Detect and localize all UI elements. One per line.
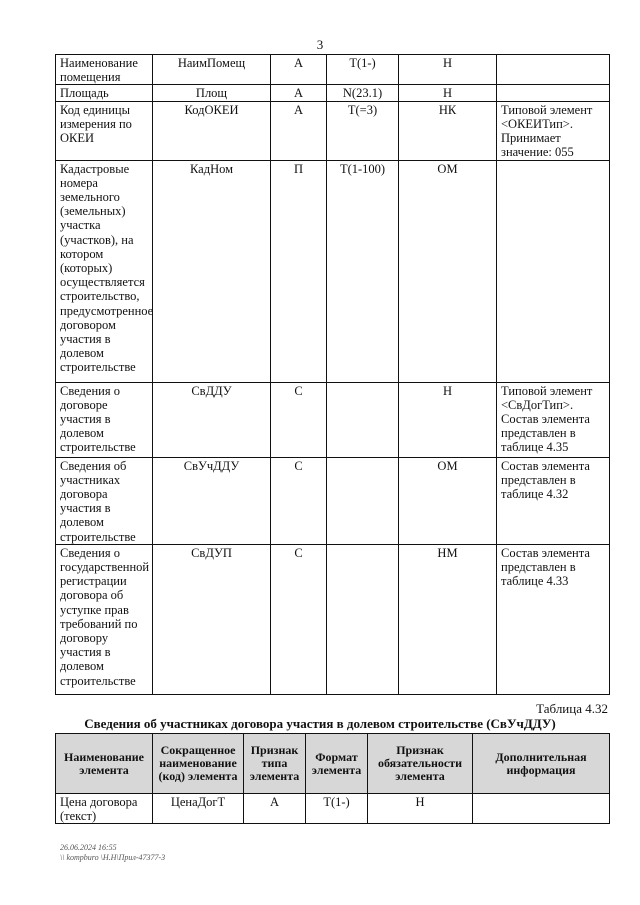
element-type: А <box>271 85 327 101</box>
element-type: А <box>271 55 327 85</box>
footer-timestamp: 26.06.2024 16:55 <box>60 843 117 852</box>
element-code: КадНом <box>153 160 271 382</box>
table-row <box>56 101 610 160</box>
page-number: 3 <box>316 37 324 52</box>
header-info: Дополнительная информация <box>473 734 610 794</box>
element-info: Состав элемента представлен в таблице 4.32 <box>497 457 610 544</box>
element-info: Типовой элемент <ОКЕИТип>. Принимает значение: 055 <box>497 101 610 160</box>
element-required: Н <box>399 55 497 85</box>
element-name: Сведения о государственной регистрации договора об уступке прав требований по договору участия в долевом строительстве <box>56 544 153 694</box>
footer-path: \\ kompburo \Н.Н\Прил-47377-3 <box>60 853 166 862</box>
element-name: Кадастровые номера земельного (земельных) участка (участков), на котором (которых) осуществляется строительство, предусмотренное договором участия в долевом строительстве <box>56 160 153 382</box>
element-info <box>497 55 610 85</box>
header-name: Наименование элемента <box>56 734 153 794</box>
element-name: Наименование помещения <box>56 55 153 85</box>
table-title: Сведения об участниках договора участия в долевом строительстве (СвУчДДУ) <box>84 716 556 731</box>
element-code: ЦенаДогТ <box>153 794 244 824</box>
element-format <box>327 382 399 457</box>
element-required: НК <box>399 101 497 160</box>
table-row <box>56 160 610 382</box>
element-name: Сведения о договоре участия в долевом строительстве <box>56 382 153 457</box>
element-info: Состав элемента представлен в таблице 4.33 <box>497 544 610 694</box>
element-required: ОМ <box>399 160 497 382</box>
table-row <box>56 457 610 544</box>
element-required: Н <box>399 85 497 101</box>
element-format: Т(=3) <box>327 101 399 160</box>
element-type: С <box>271 457 327 544</box>
element-type: А <box>244 794 306 824</box>
header-type: Признак типа элемента <box>244 734 306 794</box>
element-type: А <box>271 101 327 160</box>
element-type: С <box>271 382 327 457</box>
table-row <box>56 794 610 824</box>
print-footer <box>60 843 165 863</box>
element-info <box>473 794 610 824</box>
table-header-row <box>56 734 610 794</box>
element-info <box>497 160 610 382</box>
element-code: НаимПомещ <box>153 55 271 85</box>
element-code: СвУчДДУ <box>153 457 271 544</box>
element-format: Т(1-) <box>306 794 368 824</box>
element-code: КодОКЕИ <box>153 101 271 160</box>
element-format <box>327 457 399 544</box>
element-name: Площадь <box>56 85 153 101</box>
element-format <box>327 544 399 694</box>
element-code: СвДУП <box>153 544 271 694</box>
table-number: Таблица 4.32 <box>536 701 608 716</box>
element-required: НМ <box>399 544 497 694</box>
table-row <box>56 544 610 694</box>
header-code: Сокращенное наименование (код) элемента <box>153 734 244 794</box>
elements-table-continued <box>55 54 610 695</box>
table-row <box>56 55 610 85</box>
element-code: Площ <box>153 85 271 101</box>
element-required: Н <box>368 794 473 824</box>
element-required: ОМ <box>399 457 497 544</box>
participants-table <box>55 733 610 824</box>
element-code: СвДДУ <box>153 382 271 457</box>
header-format: Формат элемента <box>306 734 368 794</box>
element-info: Типовой элемент <СвДогТип>. Состав элемента представлен в таблице 4.35 <box>497 382 610 457</box>
element-type: С <box>271 544 327 694</box>
table-row <box>56 85 610 101</box>
element-format: Т(1-) <box>327 55 399 85</box>
table-row <box>56 382 610 457</box>
element-name: Цена договора (текст) <box>56 794 153 824</box>
element-type: П <box>271 160 327 382</box>
element-format: Т(1-100) <box>327 160 399 382</box>
header-required: Признак обязательности элемента <box>368 734 473 794</box>
element-name: Код единицы измерения по ОКЕИ <box>56 101 153 160</box>
element-name: Сведения об участниках договора участия в долевом строительстве <box>56 457 153 544</box>
element-required: Н <box>399 382 497 457</box>
element-format: N(23.1) <box>327 85 399 101</box>
element-info <box>497 85 610 101</box>
